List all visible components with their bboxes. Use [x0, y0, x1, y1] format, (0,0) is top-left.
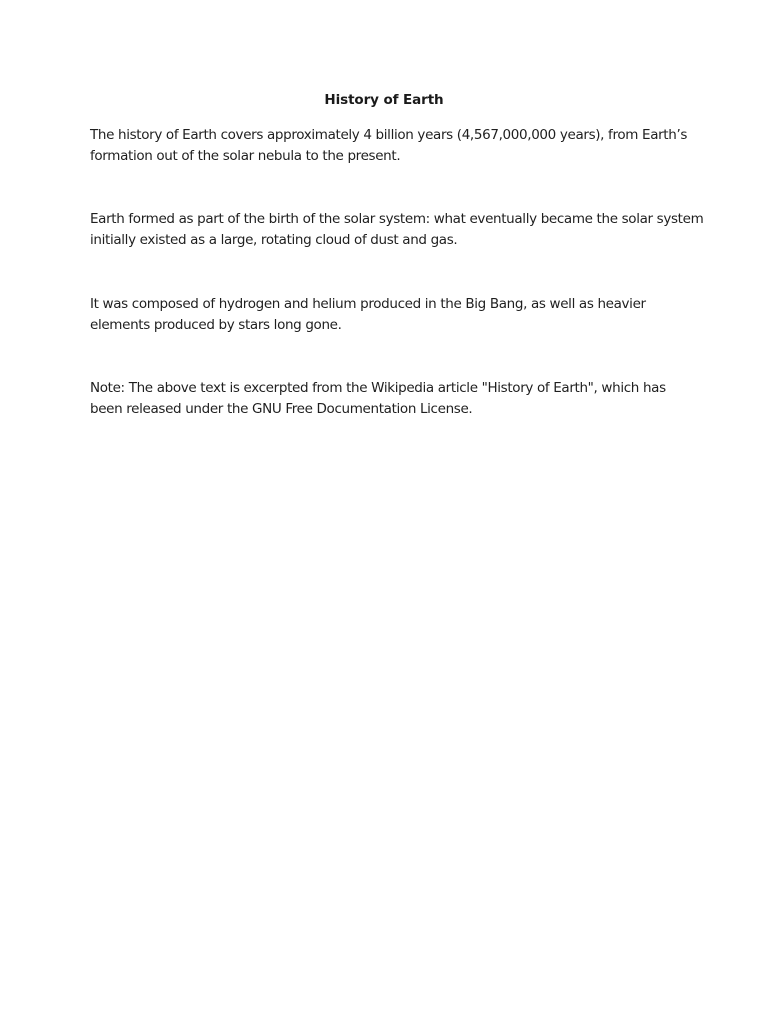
paragraph-intro [90, 125, 688, 167]
paragraph-line: It was composed of hydrogen and helium produced in the Big Bang, as well as heavier [90, 296, 646, 312]
paragraph-note [90, 378, 680, 420]
paragraph-line: been released under the GNU Free Documentation License. [90, 401, 473, 417]
document-title: History of Earth [324, 92, 444, 108]
paragraph-composition [90, 294, 680, 336]
paragraph-line: elements produced by stars long gone. [90, 317, 342, 333]
paragraph-line: Note: The above text is excerpted from the Wikipedia article "History of Earth", which has [90, 380, 666, 396]
paragraph-line: formation out of the solar nebula to the present. [90, 148, 401, 164]
paragraph-line: initially existed as a large, rotating cloud of dust and gas. [90, 232, 458, 248]
paragraph-line: The history of Earth covers approximately 4 billion years (4,567,000,000 years), from Earth’s [90, 127, 688, 143]
paragraph-line: Earth formed as part of the birth of the solar system: what eventually became the solar system [90, 211, 704, 227]
paragraph-formation [90, 209, 704, 251]
